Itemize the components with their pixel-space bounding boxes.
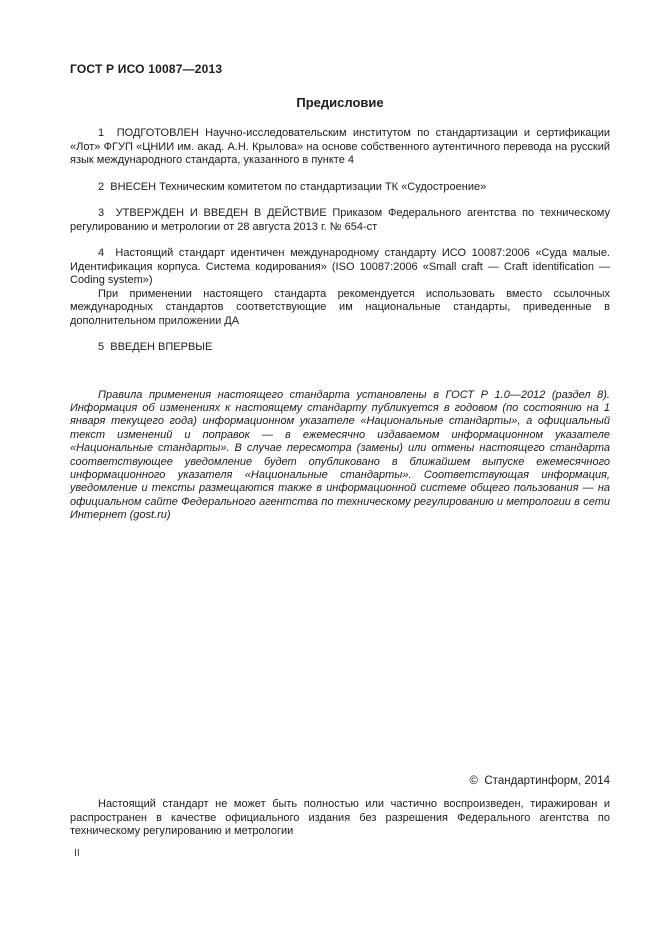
foreword-item-1: 1 ПОДГОТОВЛЕН Научно-исследовательским институтом по стандартизации и сертификации «Лот» ФГУП «ЦНИИ им. акад. А.Н. Крылова» на основе собственного аутентичного перевода на русский язык международного стандарта, указанного в пункте 4 [70,127,610,166]
foreword-item-4: 4 Настоящий стандарт идентичен международному стандарту ИСО 10087:2006 «Суда малые. Идентификация корпуса. Система кодирования» (ISO 10087:2006 «Small craft — Craft identification — Coding system») [70,247,610,286]
application-rules-note: Правила применения настоящего стандарта установлены в ГОСТ Р 1.0—2012 (раздел 8). Информация об изменениях к настоящему стандарту публикуется в годовом (по состоянию на 1 января текущего года) информационном указателе «Национальные стандарты», а официальный текст изменений и поправок — в ежемесячно издаваемом информационном указателе «Национальные стандарты». В случае пересмотра (замены) или отмены настоящего стандарта соответствующее уведомление будет опубликовано в ближайшем выпуске ежемесячного информационного указателя «Национальные стандарты». Соответствующая информация, уведомление и тексты размещаются также в информационной системе общего пользования — на официальном сайте Федерального агентства по техническому регулированию и метрологии в сети Интернет (gost.ru) [70,388,610,522]
standard-code: ГОСТ Р ИСО 10087—2013 [70,62,223,76]
foreword-item-3: 3 УТВЕРЖДЕН И ВВЕДЕН В ДЕЙСТВИЕ Приказом Федерального агентства по техническому регулированию и метрологии от 28 августа 2013 г. № 654-ст [70,207,610,233]
copyright-line: © Стандартинформ, 2014 [469,775,610,787]
reproduction-notice: Настоящий стандарт не может быть полностью или частично воспроизведен, тиражирован и распространен в качестве официального издания без разрешения Федерального агентства по техническому регулированию и метрологии [70,798,610,837]
page-number: II [74,847,80,859]
foreword-item-5: 5 ВВЕДЕН ВПЕРВЫЕ [98,341,213,353]
section-title-foreword: Предисловие [296,95,384,110]
page-content [70,62,610,523]
foreword-item-2: 2 ВНЕСЕН Техническим комитетом по стандартизации ТК «Судостроение» [98,180,487,193]
foreword-item-4-continuation: При применении настоящего стандарта рекомендуется использовать вместо ссылочных международных стандартов соответствующие им национальные стандарты, приведенные в дополнительном приложении ДА [70,287,610,327]
